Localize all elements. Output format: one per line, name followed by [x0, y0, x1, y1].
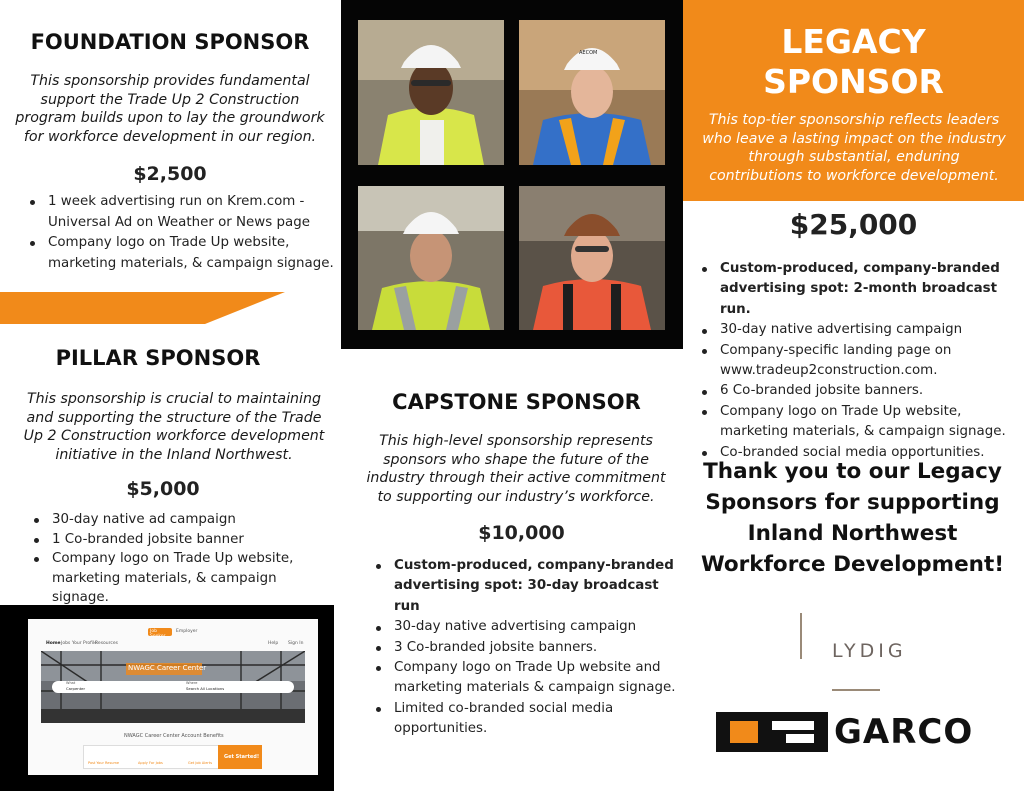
worker-photo-2 [519, 20, 665, 165]
legacy-description: This top-tier sponsorship reflects leaders who leave a lasting impact on the industry through substantial, enduring contributions to workforce development. [702, 112, 1006, 184]
list-item: Company logo on Trade Up website, marketing materials, & campaign signage. [698, 402, 1020, 443]
foundation-description: This sponsorship provides fundamental support the Trade Up 2 Construction program builds upon to lay the groundwork for workforce development in our region. [15, 73, 325, 145]
list-item: 30-day native advertising campaign [698, 320, 1020, 340]
career-center-screenshot [0, 605, 334, 791]
pillar-description: This sponsorship is crucial to maintaining and supporting the structure of the Trade Up 2 Construction workforce development initiative in the Inland Northwest. [23, 391, 325, 463]
garco-logo-mark [716, 712, 828, 752]
pillar-benefits [30, 510, 336, 608]
capstone-benefits [372, 556, 688, 740]
career-benefits-row: Post Your Resume Apply For Jobs Get Job Alerts [83, 745, 233, 769]
pillar-title: PILLAR SPONSOR [55, 346, 261, 370]
list-item: 30-day native advertising campaign [372, 617, 688, 637]
foundation-title: FOUNDATION SPONSOR [30, 30, 310, 54]
lydig-logo: LYDIG [832, 640, 907, 662]
nav-home: Home [46, 641, 61, 646]
list-item: 6 Co-branded jobsite banners. [698, 381, 1020, 401]
foundation-benefits [26, 192, 336, 274]
worker-photo-collage [341, 0, 683, 349]
nav-resources: Resources [95, 641, 118, 646]
list-item: Company logo on Trade Up website, marketing materials, & campaign signage. [26, 233, 336, 274]
orange-stripe [0, 292, 285, 324]
list-item: Limited co-branded social media opportunities. [372, 699, 688, 740]
list-item: Company logo on Trade Up website and marketing materials & campaign signage. [372, 658, 688, 699]
worker-photo-3 [358, 186, 504, 330]
legacy-price: $25,000 [789, 208, 918, 241]
garco-logo: GARCO [834, 712, 974, 752]
nav-help: Help [268, 641, 279, 646]
nav-your-profile: Your Profile [72, 641, 98, 646]
list-item: 1 week advertising run on Krem.com - Universal Ad on Weather or News page [26, 192, 336, 233]
career-hero-title: NWAGC Career Center [126, 663, 202, 675]
list-item: Company logo on Trade Up website, marketing materials, & campaign signage. [30, 549, 336, 608]
foundation-price: $2,500 [133, 163, 207, 185]
list-item: 30-day native ad campaign [30, 510, 336, 530]
helmet-logo-text: AECOM [579, 50, 598, 56]
tab-job-seeker: Job Seeker [148, 628, 172, 636]
career-benefits-title: NWAGC Career Center Account Benefits [124, 733, 224, 739]
capstone-price: $10,000 [478, 522, 565, 544]
worker-photo-4 [519, 186, 665, 330]
list-item: Custom-produced, company-branded advertising spot: 30-day broadcast run [372, 556, 688, 617]
pillar-price: $5,000 [126, 478, 200, 500]
legacy-benefits [698, 259, 1020, 463]
capstone-description: This high-level sponsorship represents sponsors who shape the future of the industry through their active commitment to supporting our industry’s workforce. [366, 433, 666, 505]
list-item: Custom-produced, company-branded advertising spot: 2-month broadcast run. [698, 259, 1020, 320]
list-item: 3 Co-branded jobsite banners. [372, 638, 688, 658]
get-started-button: Get Started! [218, 745, 262, 769]
nav-jobs: Jobs [61, 641, 71, 646]
capstone-title: CAPSTONE SPONSOR [392, 390, 641, 414]
list-item: Company-specific landing page on www.tradeup2construction.com. [698, 341, 1020, 382]
thank-you-message: Thank you to our Legacy Sponsors for supporting Inland Northwest Workforce Development! [700, 459, 1005, 577]
list-item: 1 Co-branded jobsite banner [30, 530, 336, 550]
tab-employer: Employer [176, 629, 198, 634]
worker-photo-1 [358, 20, 504, 165]
list-item: Co-branded social media opportunities. [698, 443, 1020, 463]
career-search-bar: What Carpenter Where Search All Locations [52, 681, 294, 693]
legacy-title: LEGACY SPONSOR [763, 22, 944, 101]
nav-sign-in: Sign In [288, 641, 304, 646]
lydig-logo-underline [832, 689, 880, 691]
lydig-logo-bar [800, 613, 802, 659]
